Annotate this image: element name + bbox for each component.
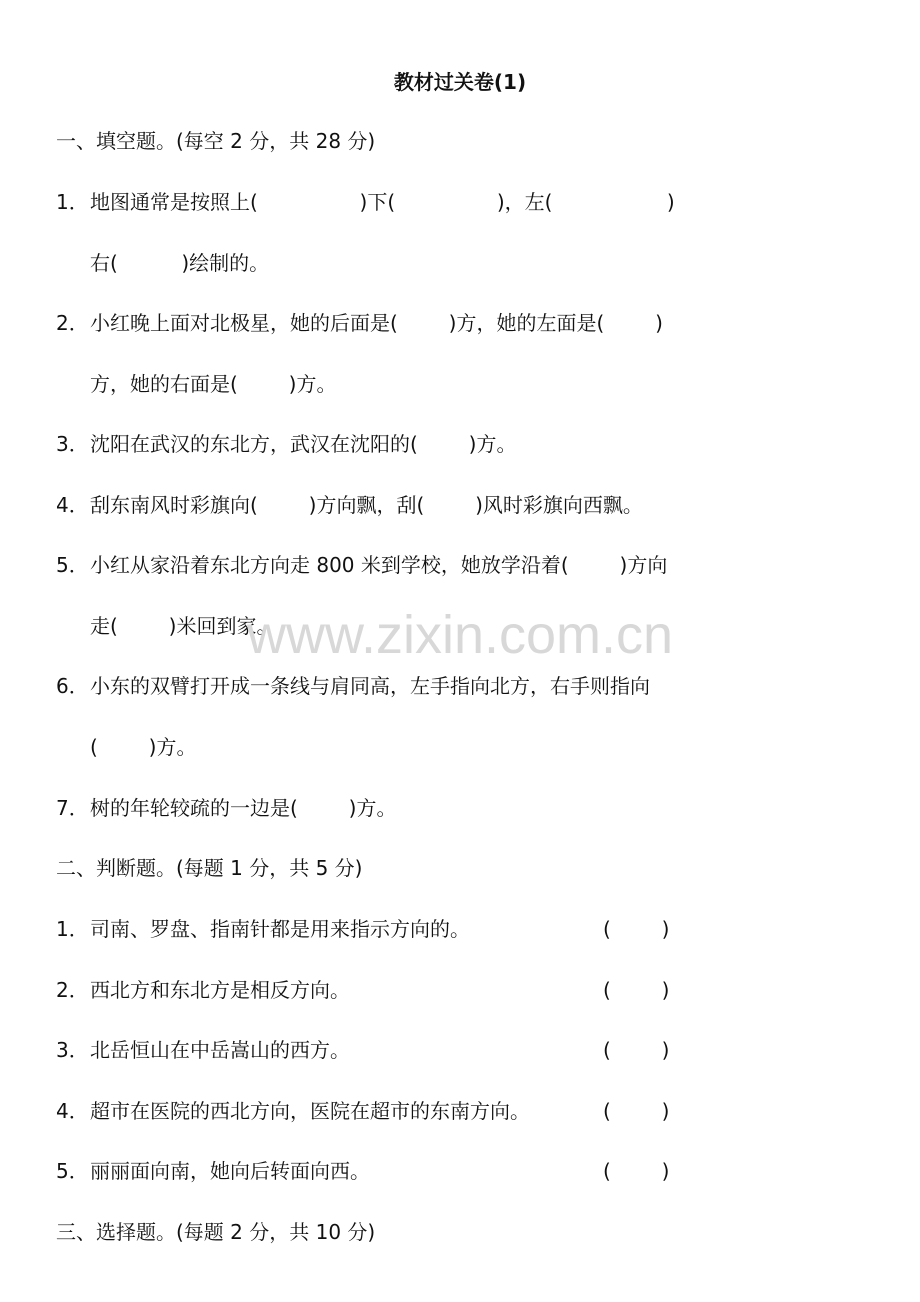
question-text: 超市在医院的西北方向，医院在超市的东南方向。 [90, 1099, 530, 1123]
question-number: 3． [56, 1038, 89, 1062]
watermark: www.zixin.com.cn [246, 605, 674, 665]
fill-question-6-cont: ( )方。 [90, 735, 197, 759]
judge-question-1 [56, 915, 470, 943]
fill-question-7 [56, 794, 396, 822]
page-title: 教材过关卷(1) [393, 70, 527, 94]
question-number: 5． [56, 553, 89, 577]
fill-question-1 [56, 188, 675, 216]
question-number: 4． [56, 1099, 89, 1123]
question-text: 司南、罗盘、指南针都是用来指示方向的。 [90, 917, 470, 941]
question-text: 丽丽面向南，她向后转面向西。 [90, 1159, 370, 1183]
question-number: 1． [56, 190, 89, 214]
fill-question-5 [56, 551, 667, 579]
answer-parentheses: ( ) [603, 978, 670, 1002]
question-text: 北岳恒山在中岳嵩山的西方。 [90, 1038, 350, 1062]
section-3-heading: 三、选择题。(每题 2 分，共 10 分) [56, 1220, 376, 1244]
judge-question-5 [56, 1157, 370, 1185]
answer-parentheses: ( ) [603, 1099, 670, 1123]
section-1-heading: 一、填空题。(每空 2 分，共 28 分) [56, 129, 376, 153]
answer-parentheses: ( ) [603, 1159, 670, 1183]
answer-parentheses: ( ) [603, 917, 670, 941]
question-text: 刮东南风时彩旗向( )方向飘，刮( )风时彩旗向西飘。 [90, 493, 643, 517]
section-2-heading: 二、判断题。(每题 1 分，共 5 分) [56, 856, 363, 880]
judge-question-3 [56, 1036, 350, 1064]
question-number: 4． [56, 493, 89, 517]
fill-question-2 [56, 309, 663, 337]
judge-question-4 [56, 1097, 530, 1125]
fill-question-2-cont: 方，她的右面是( )方。 [90, 372, 337, 396]
fill-question-6 [56, 672, 650, 700]
question-text: 地图通常是按照上( )下( )，左( ) [90, 190, 675, 214]
question-text: 小红从家沿着东北方向走 800 米到学校，她放学沿着( )方向 [90, 553, 668, 577]
question-text: 西北方和东北方是相反方向。 [90, 978, 350, 1002]
question-text: 树的年轮较疏的一边是( )方。 [90, 796, 397, 820]
fill-question-4 [56, 491, 643, 519]
question-number: 1． [56, 917, 89, 941]
question-text: 沈阳在武汉的东北方，武汉在沈阳的( )方。 [90, 432, 517, 456]
judge-question-2 [56, 976, 350, 1004]
question-number: 2． [56, 311, 89, 335]
question-number: 3． [56, 432, 89, 456]
question-number: 5． [56, 1159, 89, 1183]
question-text: 小红晚上面对北极星，她的后面是( )方，她的左面是( ) [90, 311, 663, 335]
answer-parentheses: ( ) [603, 1038, 670, 1062]
question-text: 小东的双臂打开成一条线与肩同高，左手指向北方，右手则指向 [90, 674, 650, 698]
question-number: 2． [56, 978, 89, 1002]
fill-question-3 [56, 430, 516, 458]
question-number: 7． [56, 796, 89, 820]
question-number: 6． [56, 674, 89, 698]
fill-question-1-cont: 右( )绘制的。 [90, 251, 270, 275]
fill-question-5-cont: 走( )米回到家。 [90, 614, 277, 638]
